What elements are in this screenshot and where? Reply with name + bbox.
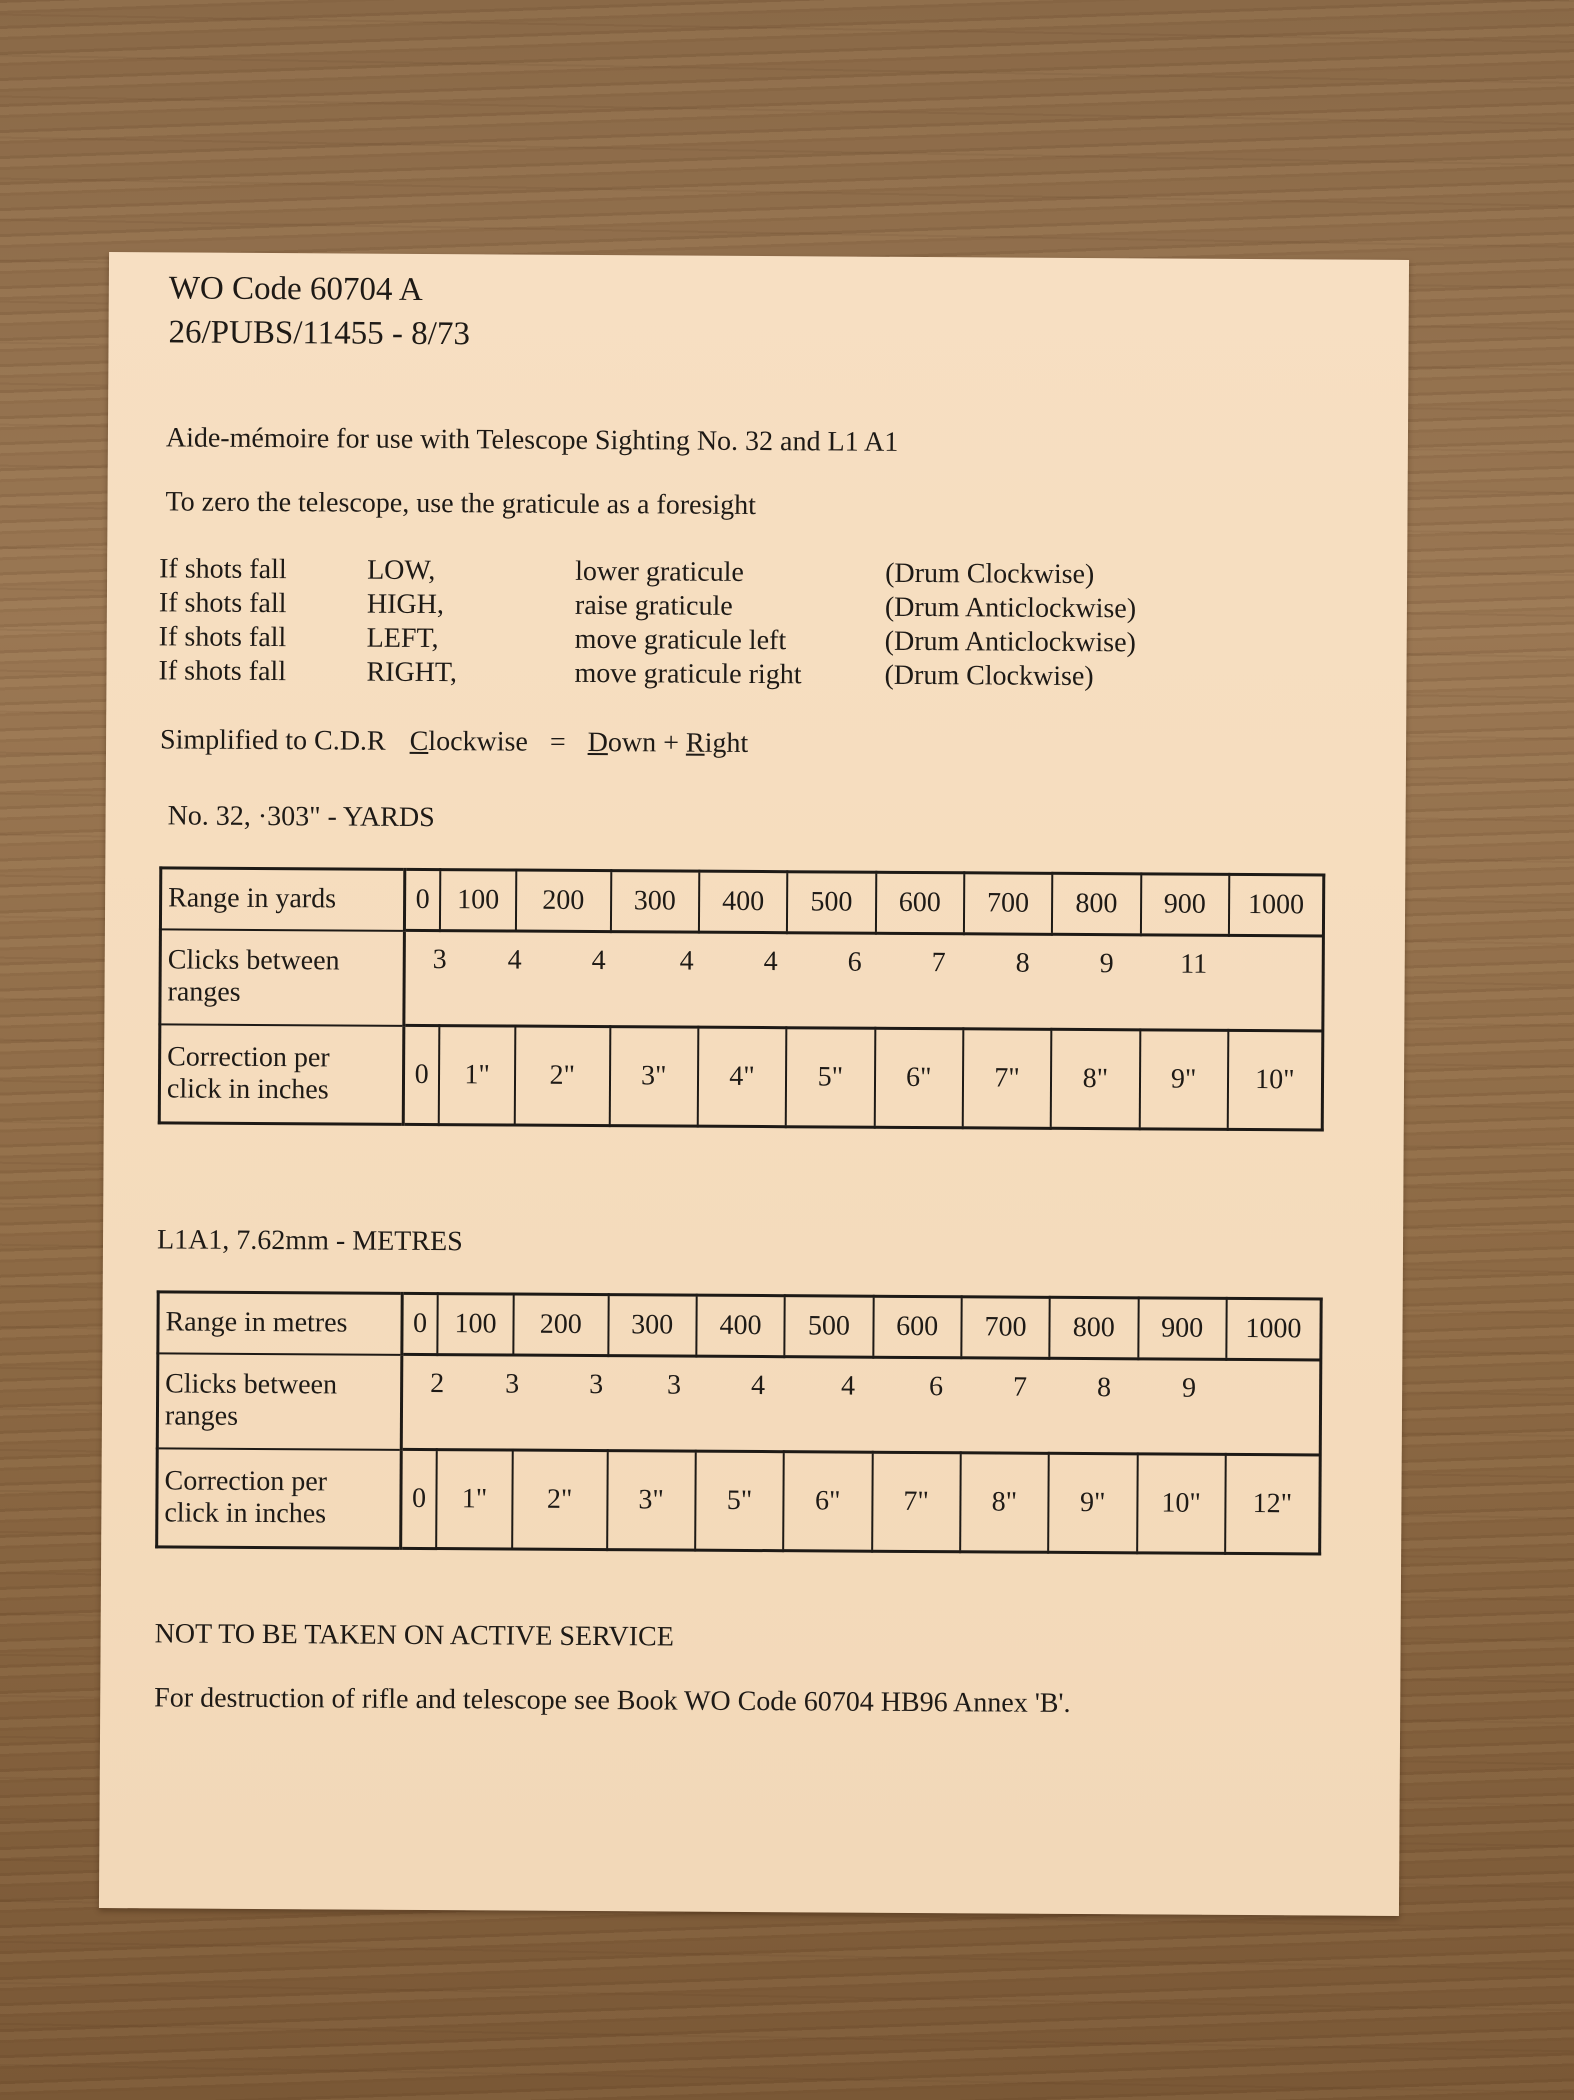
clicks-value: 9 [1099,948,1114,980]
d-letter: D [587,726,609,759]
range-row [160,868,1323,936]
range-cell: 100 [438,1294,514,1355]
clicks-value: 4 [763,946,778,978]
range-cell: 1000 [1226,1298,1321,1360]
clicks-values [401,1354,1321,1455]
clicks-label-line1: Clicks between [165,1368,338,1401]
clicks-value: 8 [1097,1372,1112,1404]
correction-label [157,1448,402,1548]
range-cell: 500 [787,872,876,934]
correction-cell: 4" [698,1027,787,1127]
metres-table-title: L1A1, 7.62mm - METRES [156,1224,463,1258]
correction-cell: 12" [1225,1454,1320,1554]
correction-cell: 9" [1048,1453,1137,1553]
range-cell: 700 [964,873,1053,935]
clicks-value: 4 [751,1369,766,1402]
rule-direction: LOW, [367,554,436,587]
range-cell: 0 [402,1293,438,1354]
c-rest: lockwise [428,726,528,758]
r-rest: ight [704,727,749,759]
aide-memoire-card [99,252,1409,1916]
range-cell: 100 [440,870,516,931]
range-cell: 200 [516,870,611,932]
range-cell: 600 [875,872,964,934]
correction-cell: 1" [439,1026,515,1125]
correction-label-line1: Correction per [164,1465,328,1498]
clicks-value: 4 [507,944,522,976]
rule-direction: LEFT, [366,622,439,655]
zeroing-instruction: To zero the telescope, use the graticule as a foresight [165,486,757,522]
clicks-value: 9 [1182,1372,1197,1404]
correction-cell: 2" [512,1450,607,1550]
rule-drum: (Drum Clockwise) [885,557,1095,591]
correction-label-line1: Correction per [167,1041,330,1074]
correction-cell: 7" [963,1029,1052,1129]
correction-cell: 0 [403,1025,439,1124]
correction-cell: 8" [1051,1029,1140,1129]
rule-action: move graticule left [574,623,787,657]
clicks-value: 4 [591,945,606,977]
destruction-note: For destruction of rifle and telescope see Book WO Code 60704 HB96 Annex 'B'. [154,1682,1071,1719]
clicks-label-line2: ranges [164,1400,239,1432]
clicks-value: 7 [931,947,946,979]
correction-cell: 5" [786,1028,875,1128]
range-cell: 800 [1050,1297,1139,1359]
range-cell: 300 [608,1295,697,1357]
equals-sign: = [549,726,566,758]
clicks-label-line2: ranges [167,976,241,1008]
range-cell: 0 [404,869,440,930]
metres-table [155,1290,1323,1555]
rule-action: lower graticule [575,555,744,588]
d-rest: own [607,727,657,759]
rule-drum: (Drum Clockwise) [884,659,1094,693]
card-title: Aide-mémoire for use with Telescope Sighting No. 32 and L1 A1 [165,422,899,458]
r-letter: R [685,727,705,759]
rule-drum: (Drum Anticlockwise) [884,591,1137,625]
clicks-values [404,930,1324,1031]
range-cell: 700 [961,1297,1050,1359]
correction-cell: 6" [783,1452,872,1552]
clicks-label [160,929,405,1025]
rule-condition: If shots fall [159,553,287,586]
plus-sign: + [663,727,680,759]
rule-row-right [158,654,1135,694]
rule-direction: RIGHT, [366,656,458,689]
clicks-value: 3 [432,944,447,976]
rule-action: move graticule right [574,657,802,691]
range-cell: 800 [1052,873,1141,935]
range-row [158,1292,1321,1360]
rule-action: raise graticule [574,589,733,622]
wo-code: WO Code 60704 A [168,270,423,308]
correction-cell: 0 [401,1449,437,1548]
clicks-value: 4 [679,945,694,977]
correction-row [159,1024,1323,1130]
correction-row [157,1448,1321,1554]
correction-cell: 2" [515,1026,610,1126]
rule-condition: If shots fall [158,621,287,654]
clicks-value: 3 [589,1368,604,1401]
correction-rules [158,552,1136,694]
range-cell: 600 [873,1296,962,1358]
correction-cell: 1" [436,1450,512,1549]
correction-cell: 3" [607,1451,696,1551]
simplified-prefix: Simplified to C.D.R [159,724,386,757]
range-cell: 400 [699,871,788,933]
rule-direction: HIGH, [366,588,445,621]
range-label: Range in yards [160,868,404,930]
correction-cell: 6" [874,1028,963,1128]
range-cell: 900 [1140,874,1229,936]
clicks-value: 6 [847,946,862,978]
clicks-value: 3 [505,1368,520,1400]
range-label: Range in metres [158,1292,402,1354]
clicks-row [160,929,1324,1031]
range-cell: 400 [696,1295,785,1357]
range-cell: 1000 [1229,874,1324,936]
clicks-label [157,1353,402,1449]
correction-cell: 5" [695,1451,784,1551]
clicks-value: 7 [1013,1371,1028,1403]
yards-table-title: No. 32, ·303" - YARDS [167,800,435,834]
range-cell: 200 [513,1294,608,1356]
simplified-rule [160,722,748,762]
correction-label-line2: click in inches [166,1073,329,1106]
clicks-value: 2 [430,1368,445,1400]
range-cell: 900 [1138,1298,1227,1360]
correction-label-line2: click in inches [164,1497,327,1530]
rule-condition: If shots fall [158,655,287,688]
clicks-value: 3 [667,1369,682,1401]
correction-cell: 10" [1228,1030,1323,1130]
range-cell: 300 [610,871,699,933]
clicks-row [157,1353,1321,1455]
correction-cell: 7" [872,1452,961,1552]
range-cell: 500 [785,1296,874,1358]
clicks-value: 6 [929,1371,944,1403]
clicks-value: 11 [1180,948,1208,980]
clicks-value: 4 [841,1370,856,1402]
correction-cell: 9" [1139,1030,1228,1130]
rule-condition: If shots fall [158,587,287,620]
publication-ref: 26/PUBS/11455 - 8/73 [168,314,471,353]
correction-cell: 10" [1137,1454,1226,1554]
rule-drum: (Drum Anticlockwise) [884,625,1136,659]
yards-table [158,866,1326,1131]
correction-label [159,1024,404,1124]
correction-cell: 3" [609,1027,698,1127]
active-service-warning: NOT TO BE TAKEN ON ACTIVE SERVICE [154,1618,674,1653]
correction-cell: 8" [960,1453,1049,1553]
clicks-value: 8 [1015,947,1030,979]
c-letter: C [409,725,429,758]
clicks-label-line1: Clicks between [167,944,340,977]
